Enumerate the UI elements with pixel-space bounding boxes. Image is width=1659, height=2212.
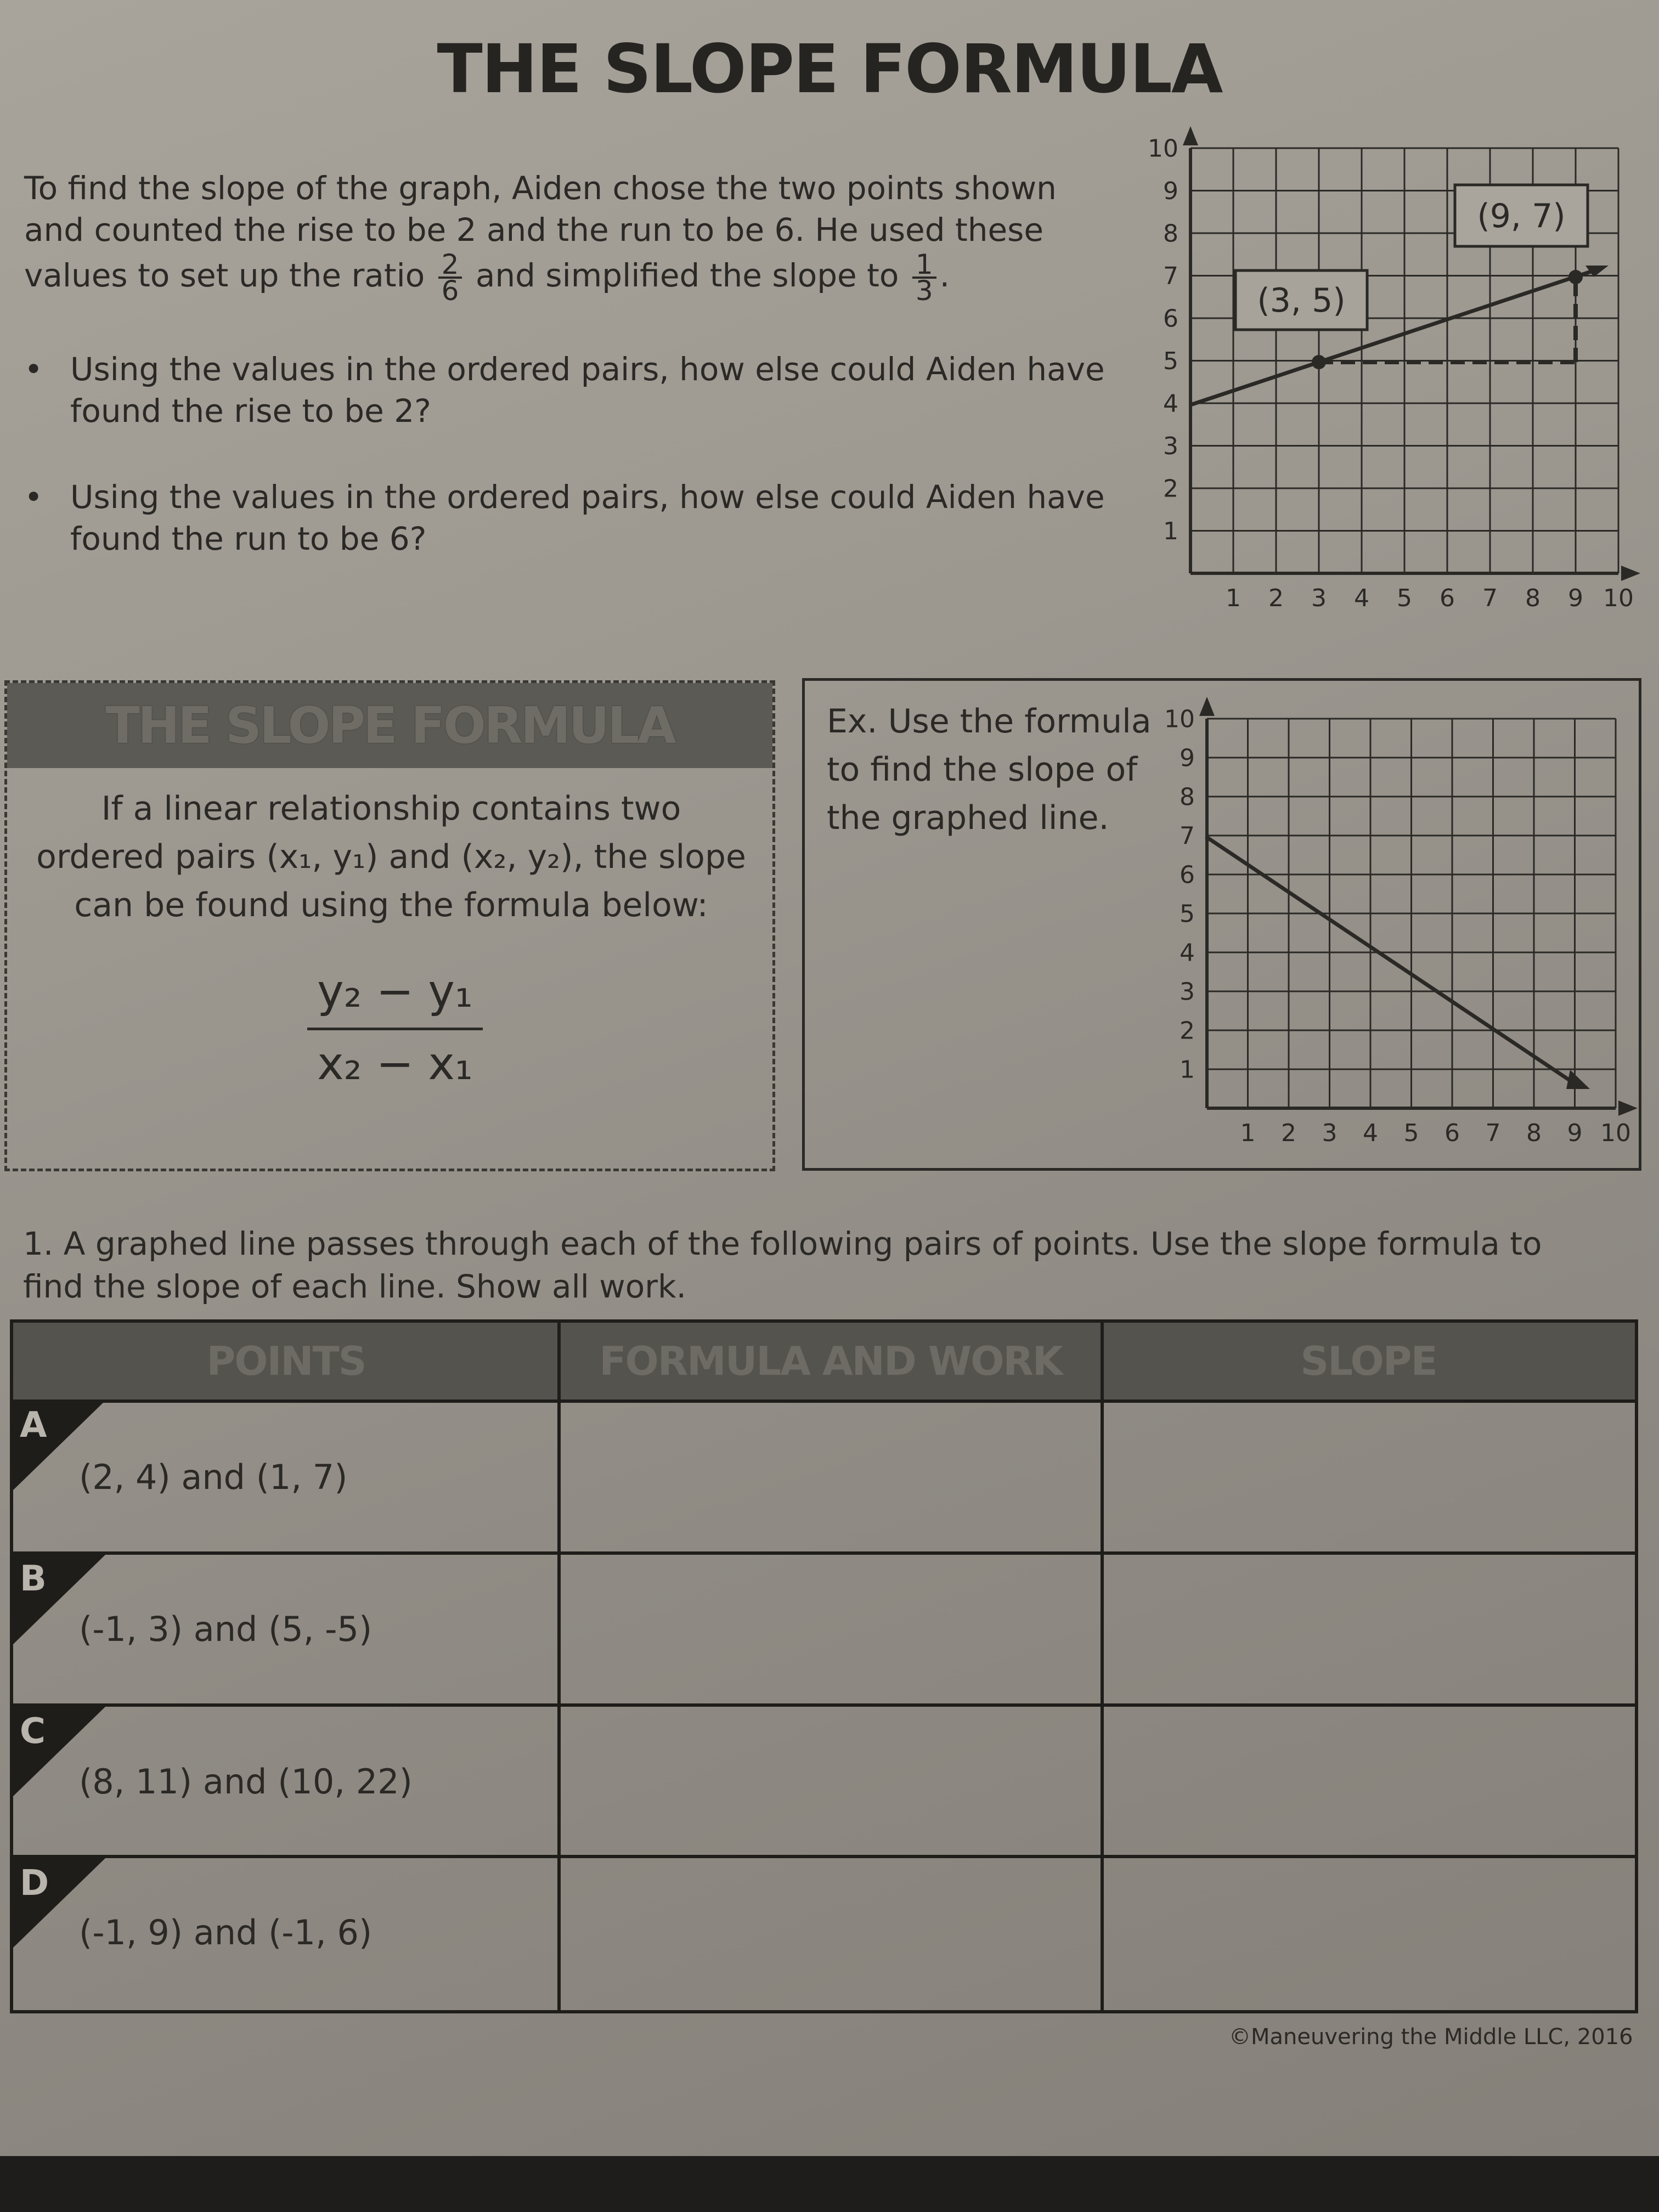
bullet-marker: • [24, 351, 43, 388]
y-tick-label: 2 [1163, 475, 1178, 503]
header-formula-and-work: FORMULA AND WORK [599, 1338, 1062, 1384]
formula-desc-line-2: ordered pairs (x₁, y₁) and (x₂, y₂), the slope [36, 838, 746, 876]
x-tick-label: 2 [1281, 1119, 1296, 1147]
formula-desc-line-1: If a linear relationship contains two [101, 789, 681, 828]
x-tick-label: 9 [1568, 584, 1583, 612]
y-tick-label: 9 [1163, 177, 1178, 205]
y-tick-label: 2 [1180, 1017, 1195, 1045]
question-1 [23, 1222, 1641, 1308]
slope-formula-numerator: y₂ − y₁ [307, 966, 483, 1030]
intro-line-3-mid: and simplified the slope to [475, 257, 899, 295]
slope-denominator: 3 [915, 275, 933, 307]
page-title: THE SLOPE FORMULA [437, 30, 1222, 108]
point-b-label: (9, 7) [1477, 197, 1566, 235]
x-tick-label: 10 [1603, 584, 1634, 612]
y-tick-label: 8 [1180, 783, 1195, 811]
x-tick-label: 3 [1322, 1119, 1338, 1147]
column-divider [1101, 1323, 1104, 2010]
y-tick-label: 6 [1180, 861, 1195, 889]
x-tick-label: 7 [1482, 584, 1498, 612]
y-tick-label: 1 [1180, 1056, 1195, 1084]
x-axis-arrow [1618, 1101, 1638, 1116]
bullet-marker: • [24, 478, 43, 516]
x-tick-label: 7 [1485, 1119, 1501, 1147]
intro-line-3-end: . [939, 257, 950, 295]
slope-formula-denominator: x₂ − x₁ [317, 1038, 473, 1090]
copyright-notice: ©Maneuvering the Middle LLC, 2016 [1229, 2024, 1633, 2050]
slope-formula-header: THE SLOPE FORMULA [7, 683, 772, 768]
example-line-2: to find the slope of [827, 751, 1138, 789]
x-tick-label: 8 [1525, 584, 1541, 612]
point-a-label: (3, 5) [1257, 281, 1346, 320]
row-divider [13, 1551, 1635, 1555]
row-a-letter: A [20, 1405, 47, 1446]
ratio-numerator: 2 [438, 252, 462, 279]
formula-desc-line-3: can be found using the formula below: [74, 886, 708, 924]
y-tick-label: 7 [1180, 822, 1195, 850]
row-d-letter: D [20, 1863, 49, 1904]
y-axis-arrow [1199, 697, 1215, 716]
y-tick-label: 10 [1164, 705, 1195, 733]
x-tick-label: 2 [1268, 584, 1284, 612]
y-tick-label: 5 [1163, 347, 1178, 375]
y-tick-label: 7 [1163, 262, 1178, 290]
slope-table [10, 1319, 1638, 2013]
x-tick-label: 8 [1526, 1119, 1542, 1147]
row-d-points: (-1, 9) and (-1, 6) [79, 1912, 373, 1953]
intro-line-1: To find the slope of the graph, Aiden chose the two points shown [24, 170, 1057, 207]
header-points: POINTS [206, 1338, 366, 1384]
x-tick-label: 1 [1226, 584, 1241, 612]
y-tick-label: 5 [1180, 900, 1195, 928]
question-line-2: find the slope of each line. Show all work. [23, 1268, 687, 1305]
table-header [13, 1323, 1635, 1403]
question-line-1: 1. A graphed line passes through each of the following pairs of points. Use the slope formula to [23, 1225, 1542, 1262]
bullet-text: Using the values in the ordered pairs, how else could Aiden have found the run to be 6? [70, 478, 1105, 557]
y-tick-label: 10 [1148, 134, 1178, 163]
graph-example-grid [1199, 697, 1638, 1116]
column-divider [557, 1323, 561, 2010]
x-tick-label: 1 [1240, 1119, 1256, 1147]
x-tick-label: 6 [1440, 584, 1455, 612]
row-divider [13, 1703, 1635, 1707]
x-tick-label: 4 [1363, 1119, 1378, 1147]
row-divider [13, 1855, 1635, 1858]
example-line-1: Ex. Use the formula [827, 702, 1152, 741]
y-tick-label: 9 [1180, 744, 1195, 772]
y-tick-label: 6 [1163, 304, 1178, 333]
row-b-letter: B [20, 1559, 47, 1599]
bullet-text: Using the values in the ordered pairs, how else could Aiden have found the rise to be 2? [70, 351, 1105, 430]
row-c-points: (8, 11) and (10, 22) [79, 1762, 413, 1802]
x-tick-label: 10 [1600, 1119, 1631, 1147]
y-tick-label: 1 [1163, 517, 1178, 545]
x-tick-label: 3 [1311, 584, 1327, 612]
row-a-points: (2, 4) and (1, 7) [79, 1457, 348, 1497]
x-tick-label: 5 [1397, 584, 1412, 612]
y-tick-label: 4 [1163, 390, 1178, 418]
intro-line-2: and counted the rise to be 2 and the run to be 6. He used these [24, 211, 1044, 249]
x-tick-label: 9 [1567, 1119, 1583, 1147]
example-line-3: the graphed line. [827, 799, 1109, 837]
ratio-denominator: 6 [441, 275, 459, 307]
y-tick-label: 3 [1180, 978, 1195, 1006]
x-tick-label: 4 [1354, 584, 1369, 612]
row-c-letter: C [20, 1711, 46, 1752]
x-tick-label: 5 [1403, 1119, 1419, 1147]
header-slope: SLOPE [1300, 1338, 1437, 1384]
y-tick-label: 8 [1163, 219, 1178, 248]
y-tick-label: 4 [1180, 939, 1195, 967]
x-tick-label: 6 [1444, 1119, 1460, 1147]
slope-numerator: 1 [912, 252, 936, 279]
graph-example-arrowhead [1566, 1070, 1590, 1089]
y-tick-label: 3 [1163, 432, 1178, 460]
row-b-points: (-1, 3) and (5, -5) [79, 1609, 373, 1649]
intro-line-3-pre: values to set up the ratio [24, 257, 425, 295]
